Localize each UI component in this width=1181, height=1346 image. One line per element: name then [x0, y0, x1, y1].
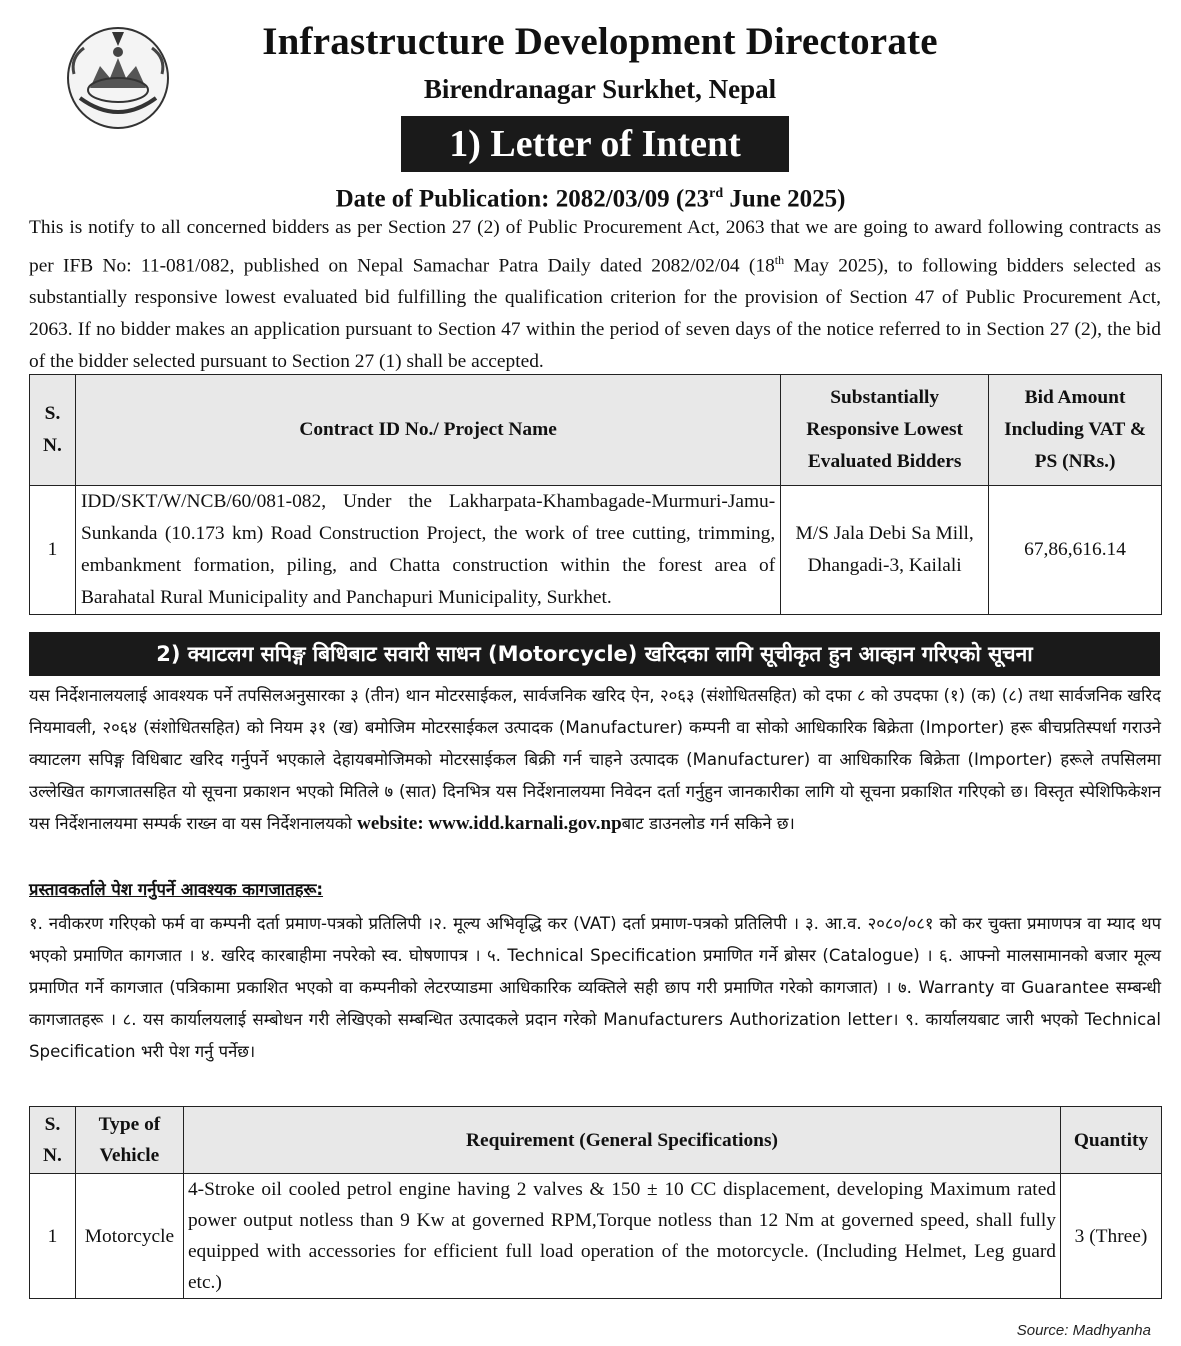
header-sn: S. N. — [30, 375, 76, 486]
vehicle-table-header — [30, 1107, 1162, 1174]
page-subtitle: Birendranagar Surkhet, Nepal — [423, 74, 777, 104]
header-requirement: Requirement (General Specifications) — [183, 1107, 1060, 1174]
section-2-body-text: यस निर्देशनालयलाई आवश्यक पर्ने तपसिलअनुसारका ३ (तीन) थान मोटरसाईकल, सार्वजनिक खरिद ऐन, २०६३ (संशोधितसहित) को दफा ८ को उपदफा (१) (क) (८) तथा सार्वजनिक खरिद नियमावली, २०६४ (संशोधितसहित) को नियम ३१ (ख) बमोजिम मोटरसाईकल उत्पादक (Manufacturer) कम्पनी वा सोको आधिकारिक बिक्रेता (Importer) हरू बीचप्रतिस्पर्धा गराउने क्याटलग सपिङ्ग विधिबाट खरिद गर्नुपर्ने भएकाले देहायबमोजिमको मोटरसाईकल बिक्री गर्न चाहने उत्पादक (Manufacturer) वा आधिकारिक बिक्रेता (Importer) हरूले तपसिलमा उल्लेखित कागजातसहित यो सूचना प्रकाशन भएको मितिले ७ (सात) दिनभित्र यस निर्देशनालयमा निवेदन दर्ता गर्नुहुन जानकारीका लागि यो सूचना प्रकाशित गरिएको छ। विस्तृत स्पेशिफिकेशन यस निर्देशनालयमा सम्पर्क राख्न वा यस निर्देशनालयको — [29, 686, 1161, 833]
notice-part1: This is notify to all concerned bidders as per Section 27 (2) of Public Procurement Act, 2063 that we are going to award following contracts as per IFB No: 11-081/082, published on Nepal Samachar Patra Daily dated 2082/02/04 (18 — [29, 217, 1161, 277]
row-bidder: M/S Jala Debi Sa Mill, Dhangadi-3, Kailali — [781, 486, 989, 615]
section-2-body — [29, 680, 1161, 840]
row-amount: 67,86,616.14 — [989, 486, 1162, 615]
docs-list: १. नवीकरण गरिएको फर्म वा कम्पनी दर्ता प्रमाण-पत्रको प्रतिलिपी ।२. मूल्य अभिवृद्धि कर (VAT) दर्ता प्रमाण-पत्रको प्रतिलिपी । ३. आ.व. २०८०/०८१ को कर चुक्ता प्रमाणपत्र वा म्याद थप भएको प्रमाणित कागजात । ४. खरिद कारबाहीमा नपरेको स्व. घोषणापत्र । ५. Technical Specification प्रमाणित गर्ने ब्रोसर (Catalogue) । ६. आफ्नो मालसामानको बजार मूल्य प्रमाणित गर्ने कागजात (पत्रिकामा प्रकाशित भएको वा कम्पनीको लेटरप्याडमा आधिकारिक व्यक्तिले सही छाप गरी प्रमाणित गरेको कागजात) । ७. Warranty वा Guarantee सम्बन्धी कागजातहरू । ८. यस कार्यालयलाई सम्बोधन गरी लेखिएको सम्बन्धित उत्पादकले प्रदान गरेको Manufacturers Authorization letter। ९. कार्यालयबाट जारी भएको Technical Specification भरी पेश गर्नु पर्नेछ। — [29, 914, 1161, 1061]
header-quantity: Quantity — [1061, 1107, 1162, 1174]
row-sn: 1 — [30, 1174, 76, 1299]
header-bidder: Substantially Responsive Lowest Evaluated Bidders — [781, 375, 989, 486]
source-credit: Source: Madhyanha — [1016, 1322, 1151, 1339]
section-2-body-tail: बाट डाउनलोड गर्न सकिने छ। — [621, 814, 795, 833]
table-row — [30, 486, 1162, 615]
notice-paragraph — [29, 212, 1161, 378]
header-amount: Bid Amount Including VAT & PS (NRs.) — [989, 375, 1162, 486]
publication-date-tail: June 2025) — [723, 185, 846, 213]
row-requirement: 4-Stroke oil cooled petrol engine having 2 valves & 150 ± 10 CC displacement, developing Maximum rated power output notless than 9 Kw at governed RPM,Torque notless than 12 Nm at governed speed, shall fully equipped with accessories for efficient full load operation of the motorcycle. (Including Helmet, Leg guard etc.) — [183, 1174, 1060, 1299]
publication-date-sup: rd — [709, 186, 724, 201]
header-type: Type of Vehicle — [75, 1107, 183, 1174]
header-sn: S. N. — [30, 1107, 76, 1174]
row-quantity: 3 (Three) — [1061, 1174, 1162, 1299]
row-sn: 1 — [30, 486, 76, 615]
row-type: Motorcycle — [75, 1174, 183, 1299]
notice-sup: th — [774, 253, 785, 267]
publication-date — [0, 178, 1181, 215]
award-table-header — [30, 375, 1162, 486]
page-title: Infrastructure Development Directorate — [262, 20, 938, 63]
section-2-title: 2) क्याटलग सपिङ्ग बिधिबाट सवारी साधन (Motorcycle) खरिदका लागि सूचीकृत हुन आव्हान गरिएको सूचना — [29, 632, 1160, 676]
website-link[interactable]: website: www.idd.karnali.gov.np — [357, 813, 622, 834]
docs-heading: प्रस्तावकर्ताले पेश गर्नुपर्ने आवश्यक कागजातहरू: — [29, 880, 324, 899]
nepal-emblem-logo — [60, 18, 176, 134]
table-row — [30, 1174, 1162, 1299]
section-1-title: 1) Letter of Intent — [401, 116, 789, 172]
row-contract: IDD/SKT/W/NCB/60/081-082, Under the Lakharpata-Khambagade-Murmuri-Jamu-Sunkanda (10.173 km) Road Construction Project, the work of tree cutting, trimming, embankment formation, piling, and Chatta construction within the forest area of Barahatal Rural Municipality and Panchapuri Municipality, Surkhet. — [75, 486, 780, 615]
vehicle-table — [29, 1106, 1162, 1299]
notice-part2: May 2025), to following bidders selected as substantially responsive lowest evaluated bid fulfilling the qualification criterion for the provision of Section 47 of Public Procurement Act, 2063. If no bidder makes an application pursuant to Section 47 within the period of seven days of the notice referred to in Section 27 (2), the bid of the bidder selected pursuant to Section 27 (1) shall be accepted. — [29, 255, 1161, 373]
publication-date-label: Date of Publication: 2082/03/09 (23 — [335, 185, 710, 213]
header-contract: Contract ID No./ Project Name — [75, 375, 780, 486]
award-table — [29, 374, 1162, 615]
